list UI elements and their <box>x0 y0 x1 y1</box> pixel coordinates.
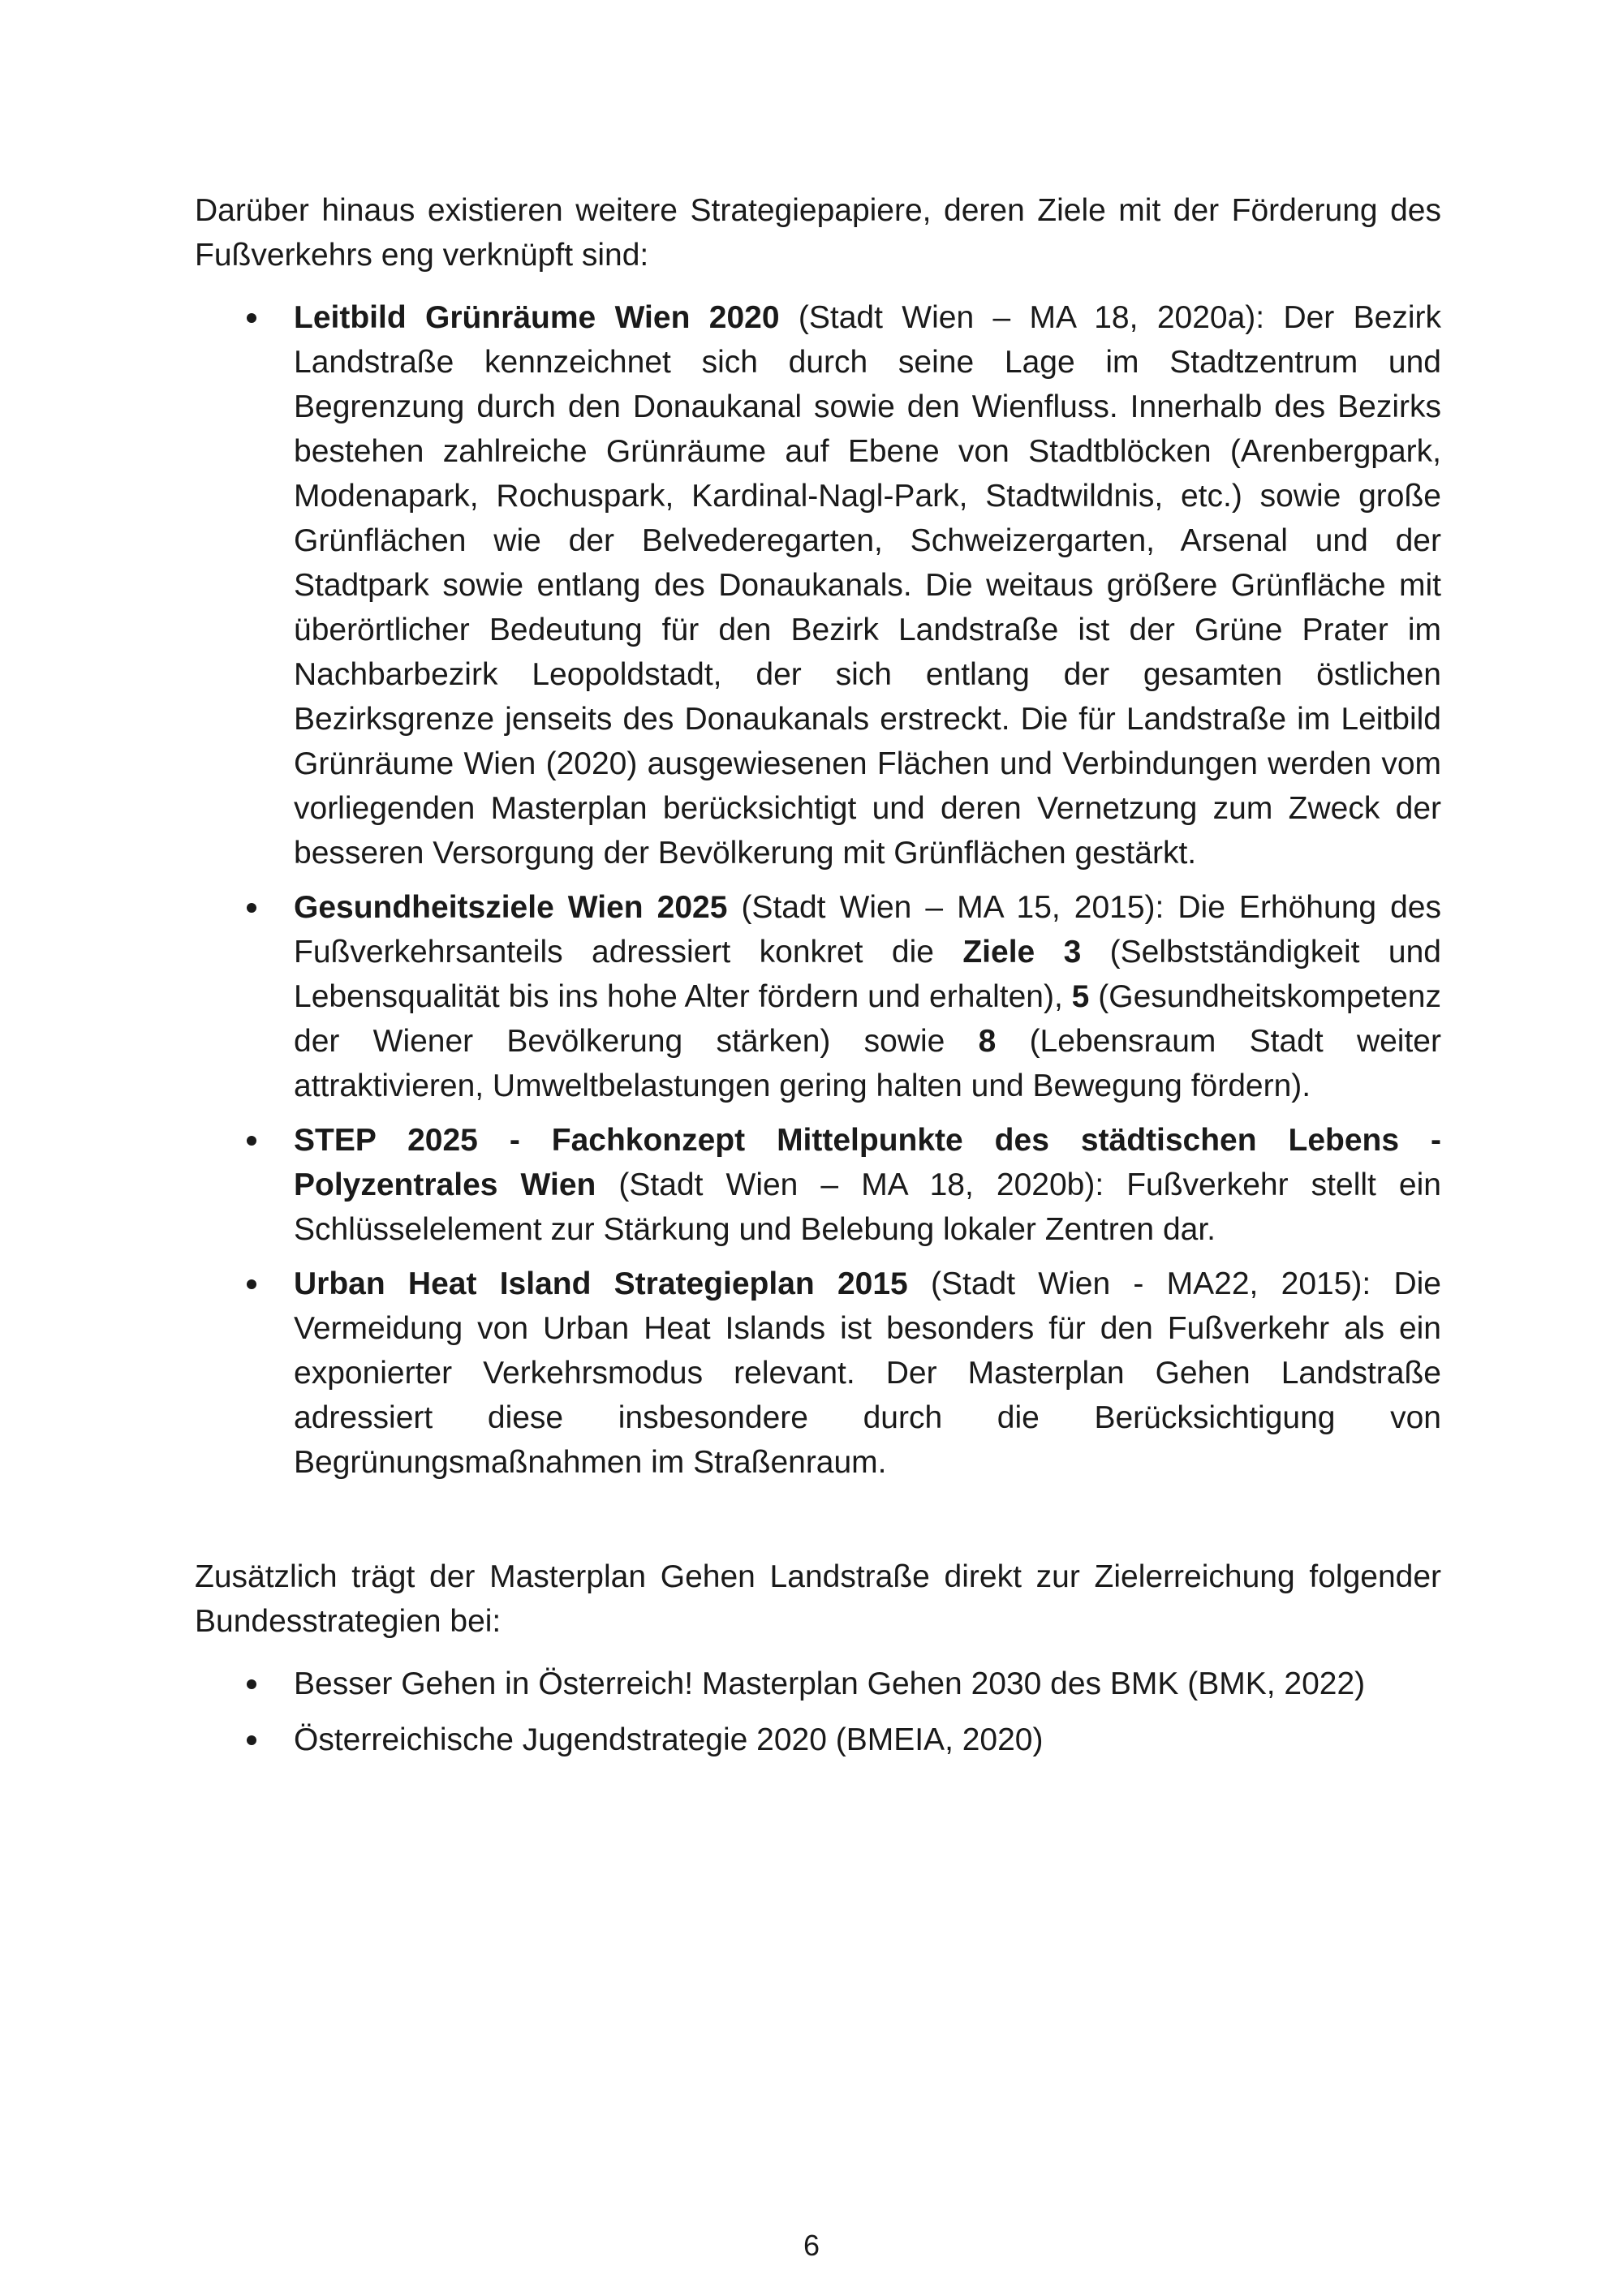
bullet-icon <box>247 1136 256 1146</box>
federal-strategy-list <box>195 1662 1441 1762</box>
item-text: (Stadt Wien - MA22, 2015): Die Vermeidung von Urban Heat Islands ist besonders für den Fußverkehr als ein exponierter Verkehrsmodus relevant. Der Masterplan Gehen Landstraße adressiert diese insbesondere durch die Berücksichtigung von Begrünungsmaßnahmen im Straßenraum. <box>294 1266 1441 1480</box>
item-bold: 8 <box>978 1024 997 1059</box>
outro-paragraph: Zusätzlich trägt der Masterplan Gehen Landstraße direkt zur Zielerreichung folgender Bundesstrategien bei: <box>195 1559 1441 1639</box>
item-bold: 5 <box>1071 979 1090 1014</box>
strategy-list <box>195 295 1441 1485</box>
item-text: (Gesundheitskompetenz der Wiener Bevölkerung stärken) sowie <box>294 979 1441 1059</box>
item-text: Besser Gehen in Österreich! Masterplan Gehen 2030 des BMK (BMK, 2022) <box>294 1666 1366 1701</box>
list-item <box>195 1262 1441 1485</box>
list-item <box>195 1662 1441 1706</box>
bullet-icon <box>247 1279 256 1289</box>
bullet-icon <box>247 1679 256 1689</box>
item-text: (Selbstständigkeit und Lebensqualität bis ins hohe Alter fördern und erhalten), <box>294 935 1441 1014</box>
item-text: Österreichische Jugendstrategie 2020 (BMEIA, 2020) <box>294 1722 1044 1757</box>
page-number: 6 <box>803 2229 820 2262</box>
page-content <box>195 188 1441 1774</box>
item-bold: Ziele 3 <box>962 935 1082 970</box>
item-title: Leitbild Grünräume Wien 2020 <box>294 300 780 335</box>
item-title: Urban Heat Island Strategieplan 2015 <box>294 1266 908 1301</box>
item-text: (Stadt Wien – MA 18, 2020b): Fußverkehr stellt ein Schlüsselelement zur Stärkung und Belebung lokaler Zentren dar. <box>294 1167 1441 1247</box>
bullet-icon <box>247 313 256 323</box>
item-title: Gesundheitsziele Wien 2025 <box>294 890 728 925</box>
item-text: (Lebensraum Stadt weiter attraktivieren, Umweltbelastungen gering halten und Bewegung fördern). <box>294 1024 1441 1103</box>
intro-paragraph: Darüber hinaus existieren weitere Strategiepapiere, deren Ziele mit der Förderung des Fußverkehrs eng verknüpft sind: <box>195 193 1441 273</box>
bullet-icon <box>247 903 256 913</box>
bullet-icon <box>247 1735 256 1745</box>
list-item <box>195 295 1441 875</box>
item-text: (Stadt Wien – MA 15, 2015): Die Erhöhung des Fußverkehrsanteils adressiert konkret die <box>294 890 1441 970</box>
list-item <box>195 1118 1441 1252</box>
list-item <box>195 1718 1441 1762</box>
list-item <box>195 885 1441 1108</box>
item-title: STEP 2025 - Fachkonzept Mittelpunkte des städtischen Lebens - Polyzentrales Wien <box>294 1123 1441 1202</box>
item-text: (Stadt Wien – MA 18, 2020a): Der Bezirk Landstraße kennzeichnet sich durch seine Lage im Stadtzentrum und Begrenzung durch den Donaukanal sowie den Wienfluss. Innerhalb des Bezirks bestehen zahlreiche Grünräume auf Ebene von Stadtblöcken (Arenbergpark, Modenapark, Rochuspark, Kardinal-Nagl-Park, Stadtwildnis, etc.) sowie große Grünflächen wie der Belvederegarten, Schweizergarten, Arsenal und der Stadtpark sowie entlang des Donaukanals. Die weitaus größere Grünfläche mit überörtlicher Bedeutung für den Bezirk Landstraße ist der Grüne Prater im Nachbarbezirk Leopoldstadt, der sich entlang der gesamten östlichen Bezirksgrenze jenseits des Donaukanals erstreckt. Die für Landstraße im Leitbild Grünräume Wien (2020) ausgewiesenen Flächen und Verbindungen werden vom vorliegenden Masterplan berücksichtigt und deren Vernetzung zum Zweck der besseren Versorgung der Bevölkerung mit Grünflächen gestärkt. <box>294 300 1441 871</box>
